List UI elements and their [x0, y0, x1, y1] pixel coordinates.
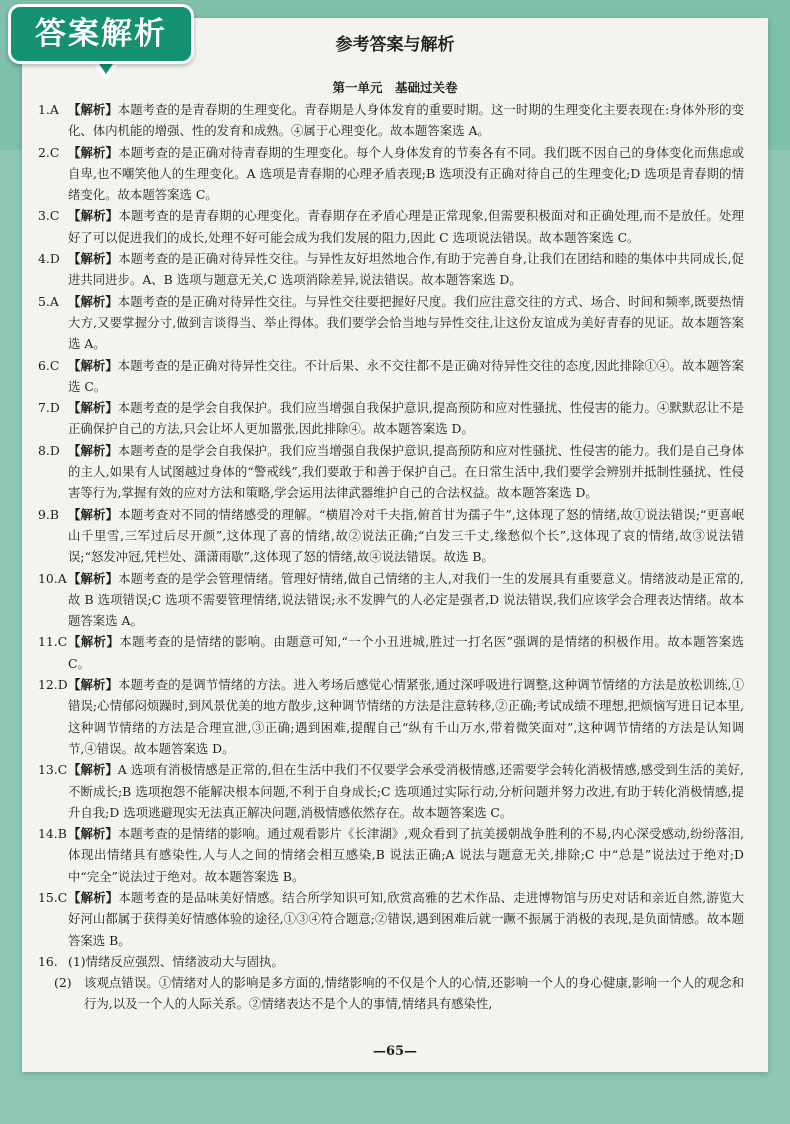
sub-answer-label: (2)	[54, 975, 72, 991]
answer-number: 4.D	[38, 251, 60, 267]
answer-item	[38, 142, 744, 206]
analysis-tag: 【解析】	[68, 400, 118, 416]
section-title: 第一单元 基础过关卷	[332, 80, 458, 95]
analysis-tag: 【解析】	[68, 677, 119, 693]
analysis-tag: 【解析】	[68, 506, 119, 522]
sub-answer	[68, 954, 284, 969]
answer-item	[38, 397, 744, 440]
answer-number: 15.C	[38, 889, 68, 905]
answer-number: 10.A	[38, 570, 67, 586]
analysis-text: A 选项有消极情感是正常的,但在生活中我们不仅要学会承受消极情感,还需要学会转化消极情感,感受到生活的美好,不断成长;B 选项抱怨不能解决根本问题,不利于自身成长;C 选项通过实际行动,分析问题并努力改进,有助于转化消极情感,提升自我;D 选项逃避现实无法真正解决问题,消极情感依然存在。故本题答案选 C。	[68, 762, 745, 820]
answer-item	[38, 355, 744, 398]
analysis-text: 本题考查的是正确对待异性交往。与异性交往要把握好尺度。我们应注意交往的方式、场合、时间和频率,既要热情大方,又要掌握分寸,做到言谈得当、举止得体。我们要学会恰当地与异性交往,让这份友谊成为美好青春的见证。故本题答案选 A。	[68, 293, 744, 352]
answer-number: 6.C	[38, 357, 60, 373]
answer-item	[38, 99, 744, 142]
answer-number: 3.C	[38, 208, 60, 224]
answer-number: 2.C	[38, 144, 60, 160]
analysis-tag: 【解析】	[68, 634, 120, 650]
sub-answer-text: 情绪反应强烈、情绪波动大与固执。	[85, 953, 284, 969]
answer-item	[38, 631, 744, 674]
analysis-tag: 【解析】	[68, 889, 119, 905]
answer-item	[38, 291, 744, 355]
answer-item-16	[38, 951, 744, 972]
answer-list	[38, 99, 744, 1015]
analysis-tag: 【解析】	[68, 570, 119, 586]
answer-item	[38, 674, 744, 759]
answer-item	[38, 823, 744, 887]
answer-number: 9.B	[38, 506, 59, 522]
analysis-text: 本题考查的是正确对待青春期的生理变化。每个人身体发育的节奏各有不同。我们既不因自己的身体变化而焦虑或自卑,也不嘲笑他人的生理变化。A 选项是青春期的心理矛盾表现;B 选项没有正确对待自己的生理变化;D 选项是青春期的情绪变化。故本题答案选 C。	[68, 144, 745, 203]
analysis-text: 本题考查的是正确对待异性交往。与异性友好坦然地合作,有助于完善自身,让我们在团结和睦的集体中共同成长,促进共同进步。A、B 选项与题意无关,C 选项消除差异,说法错误。故本题答案选 D。	[68, 251, 744, 288]
answer-item	[38, 248, 744, 291]
analysis-tag: 【解析】	[68, 251, 119, 267]
analysis-tag: 【解析】	[68, 293, 118, 309]
answer-item	[38, 205, 744, 248]
answer-number: 13.C	[38, 762, 68, 778]
answer-number: 8.D	[38, 442, 60, 458]
analysis-text: 本题考查的是青春期的生理变化。青春期是人身体发育的重要时期。这一时期的生理变化主要表现在:身体外形的变化、体内机能的增强、性的发育和成熟。④属于心理变化。故本题答案选 A。	[68, 102, 744, 139]
answer-item	[38, 504, 744, 568]
answer-item	[38, 440, 744, 504]
answer-number: 5.A	[38, 293, 59, 309]
answer-number: 14.B	[38, 826, 67, 842]
answer-number: 1.A	[38, 102, 59, 117]
analysis-tag: 【解析】	[68, 208, 119, 224]
analysis-tag: 【解析】	[68, 762, 118, 778]
sub-answer-label: (1)	[68, 953, 86, 969]
answer-item	[38, 887, 744, 951]
analysis-text: 本题考查的是学会自我保护。我们应当增强自我保护意识,提高预防和应对性骚扰、性侵害的能力。我们是自己身体的主人,如果有人试图越过身体的“警戒线”,我们要敢于和善于保护自己。在日常生活中,我们要学会辨别并抵制性骚扰、性侵害等行为,掌握有效的应对方法和策略,学会运用法律武器维护自己的合法权益。故本题答案选 D。	[68, 442, 744, 501]
analysis-tag: 【解析】	[68, 442, 118, 458]
analysis-text: 本题考查的是正确对待异性交往。不计后果、永不交往都不是正确对待异性交往的态度,因此排除①④。故本题答案选 C。	[68, 357, 744, 394]
analysis-tag: 【解析】	[68, 357, 118, 373]
sub-answer-text: 该观点错误。①情绪对人的影响是多方面的,情绪影响的不仅是个人的心情,还影响一个人的身心健康,影响一个人的观念和行为,以及一个人的人际关系。②情绪表达不是个人的事情,情绪具有感染性,	[84, 975, 744, 1012]
sub-answer	[38, 972, 744, 1015]
answer-item	[38, 759, 744, 823]
analysis-text: 本题考查对不同的情绪感受的理解。“横眉冷对千夫指,俯首甘为孺子牛”,这体现了怒的情绪,故①说法错误;“更喜岷山千里雪,三军过后尽开颜”,这体现了喜的情绪,故②说法正确;“白发三千丈,缘愁似个长”,这体现了哀的情绪,故③说法错误;“怒发冲冠,凭栏处、潇潇雨歇”,这体现了怒的情绪,故④说法错误。故选 B。	[68, 506, 745, 565]
analysis-text: 本题考查的是调节情绪的方法。进入考场后感觉心情紧张,通过深呼吸进行调整,这种调节情绪的方法是放松训练,①错误;心情郁闷烦躁时,到风景优美的地方散步,这种调节情绪的方法是注意转移,②正确;考试成绩不理想,把烦恼写进日记本里,这种调节情绪的方法是合理宣泄,③正确;遇到困难,提醒自己“纵有千山万水,带着微笑面对”,这种调节情绪的方法是认知调节,④错误。故本题答案选 D。	[68, 677, 744, 756]
answer-number: 11.C	[38, 634, 68, 650]
page-title: 参考答案与解析	[335, 35, 455, 55]
answer-number: 16.	[38, 953, 58, 969]
answer-number: 12.D	[38, 677, 68, 693]
answer-item	[38, 568, 744, 632]
analysis-text: 本题考查的是青春期的心理变化。青春期存在矛盾心理是正常现象,但需要积极面对和正确处理,而不是放任。处理好了可以促进我们的成长,处理不好可能会成为我们发展的阻力,因此 C 选项说法错误。故本题答案选 C。	[68, 208, 745, 245]
analysis-text: 本题考查的是学会自我保护。我们应当增强自我保护意识,提高预防和应对性骚扰、性侵害的能力。④默默忍让不是正确保护自己的方法,只会让坏人更加嚣张,因此排除④。故本题答案选 D。	[68, 400, 744, 437]
analysis-text: 本题考查的是情绪的影响。通过观看影片《长津湖》,观众看到了抗美援朝战争胜利的不易,内心深受感动,纷纷落泪,体现出情绪具有感染性,人与人之间的情绪会相互感染,B 说法正确;A 说法与题意无关,排除;C 中“总是”说法过于绝对;D 中“完全”说法过于绝对。故本题答案选 B。	[68, 826, 745, 884]
answer-number: 7.D	[38, 400, 60, 416]
answer-analysis-badge: 答案解析	[8, 4, 194, 64]
analysis-tag: 【解析】	[68, 102, 118, 117]
analysis-tag: 【解析】	[68, 826, 118, 842]
analysis-text: 本题考查的是品味美好情感。结合所学知识可知,欣赏高雅的艺术作品、走进博物馆与历史对话和亲近自然,游览大好河山都属于获得美好情感体验的途径,①③④符合题意;②错误,遇到困难后就一蹶不振属于消极的表现,是负面情感。故本题答案选 B。	[68, 889, 745, 948]
analysis-text: 本题考查的是学会管理情绪。管理好情绪,做自己情绪的主人,对我们一生的发展具有重要意义。情绪波动是正常的,故 B 选项错误;C 选项不需要管理情绪,说法错误;永不发脾气的人必定是强者,D 说法错误,我们应该学会合理表达情绪。故本题答案选 A。	[68, 570, 744, 629]
analysis-text: 本题考查的是情绪的影响。由题意可知,“一个小丑进城,胜过一打名医”强调的是情绪的积极作用。故本题答案选 C。	[68, 634, 745, 671]
analysis-tag: 【解析】	[68, 144, 119, 160]
page-number: —65—	[372, 1044, 418, 1059]
